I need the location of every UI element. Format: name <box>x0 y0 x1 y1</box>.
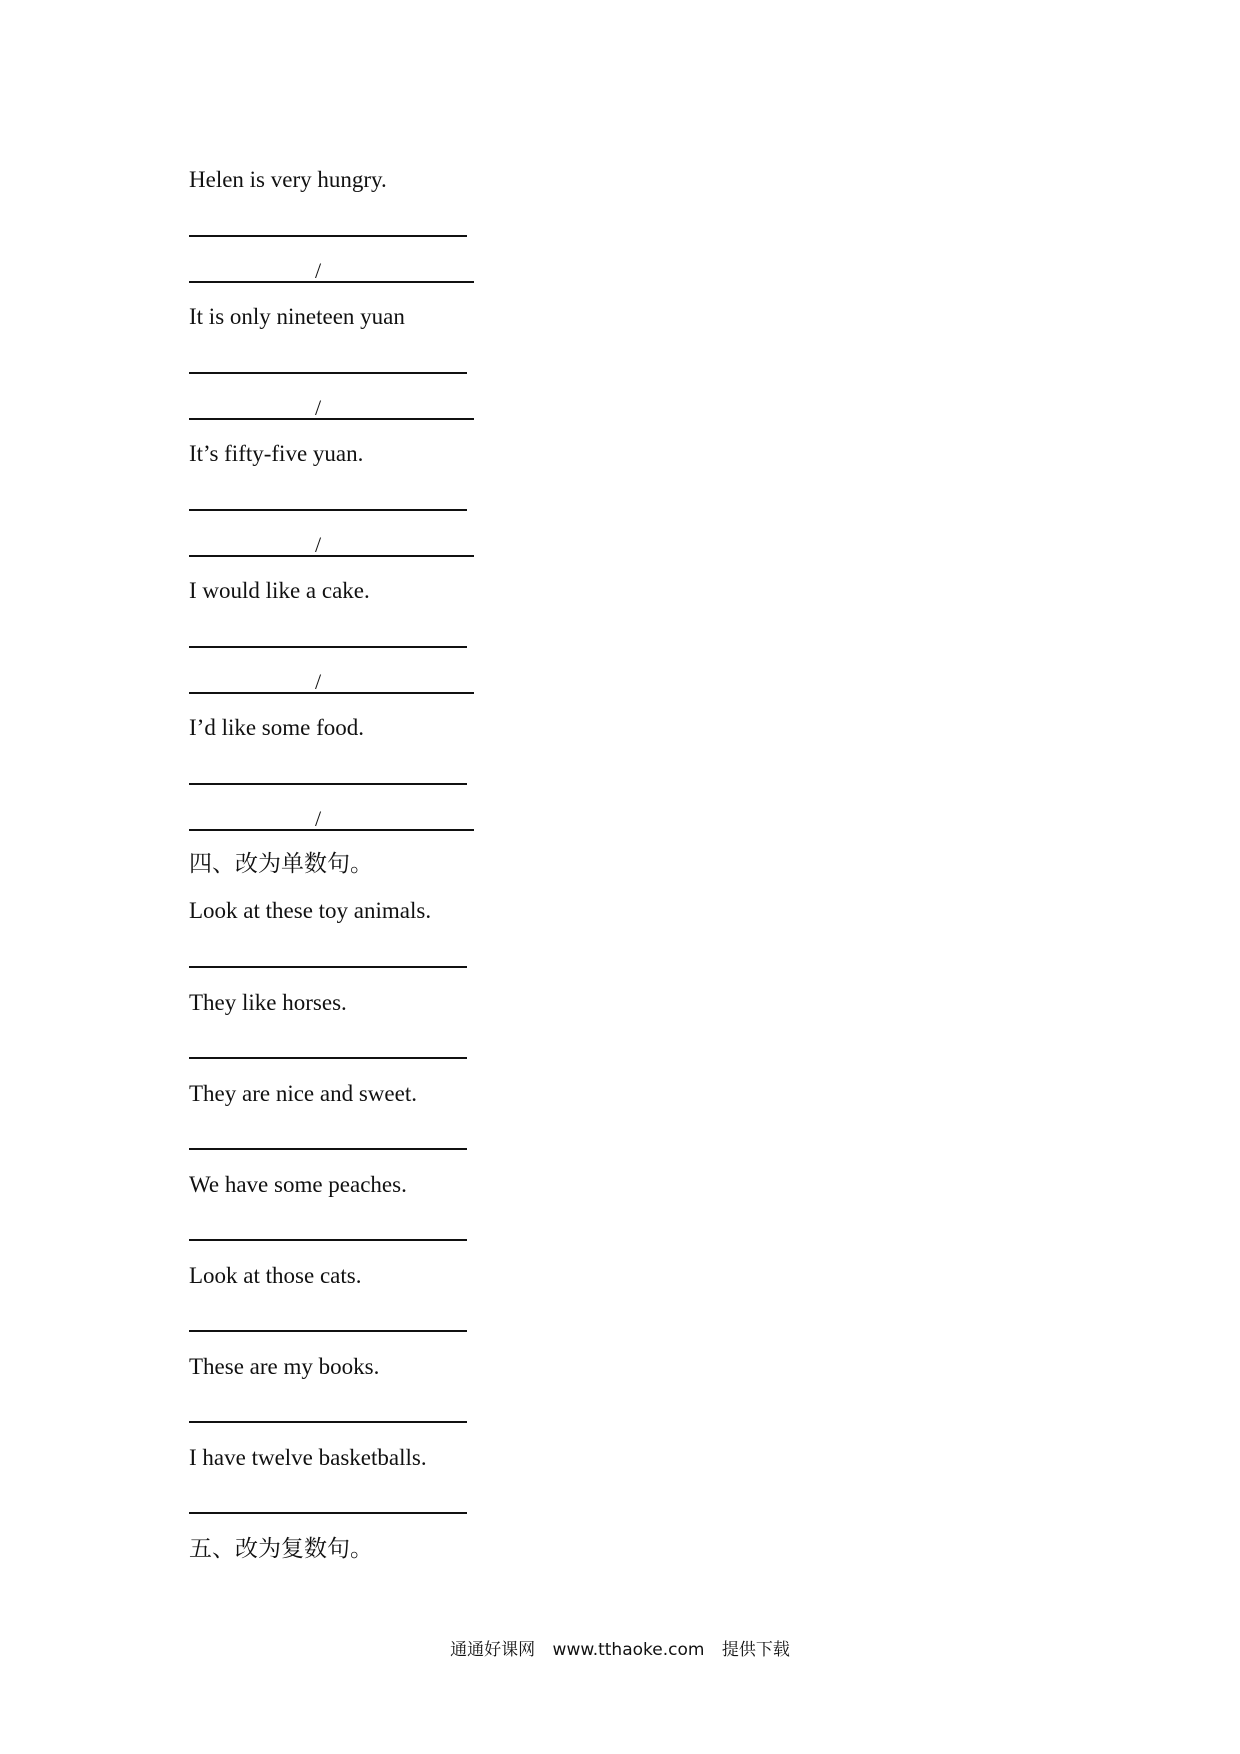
answer-blank[interactable] <box>189 1239 467 1241</box>
sentence-text: These are my books. <box>189 1354 380 1379</box>
sentence-text: It’s fifty-five yuan. <box>189 441 364 466</box>
footer-note: 提供下载 <box>721 1640 790 1660</box>
answer-blank-split[interactable] <box>189 829 474 831</box>
answer-blank[interactable] <box>189 1057 467 1059</box>
footer-site-name: 通通好课网 <box>450 1640 536 1660</box>
slash-mark: / <box>315 669 322 694</box>
answer-blank[interactable] <box>189 1512 467 1514</box>
slash-mark: / <box>315 395 322 420</box>
answer-blank[interactable] <box>189 1330 467 1332</box>
answer-blank-split[interactable] <box>189 281 474 283</box>
sentence-text: I’d like some food. <box>189 715 365 740</box>
sentence-text: They like horses. <box>189 990 347 1015</box>
answer-blank[interactable] <box>189 966 467 968</box>
answer-blank[interactable] <box>189 372 467 374</box>
slash-mark: / <box>315 806 322 831</box>
answer-blank[interactable] <box>189 783 467 785</box>
slash-mark: / <box>315 532 322 557</box>
answer-blank[interactable] <box>189 1148 467 1150</box>
answer-blank[interactable] <box>189 1421 467 1423</box>
section4-heading: 四、改为单数句。 <box>189 851 373 877</box>
slash-mark: / <box>315 258 322 283</box>
sentence-text: Helen is very hungry. <box>189 167 387 192</box>
answer-blank-split[interactable] <box>189 692 474 694</box>
answer-blank-split[interactable] <box>189 555 474 557</box>
answer-blank[interactable] <box>189 509 467 511</box>
section5-heading: 五、改为复数句。 <box>189 1536 373 1562</box>
sentence-text: Look at these toy animals. <box>189 898 432 923</box>
answer-blank[interactable] <box>189 235 467 237</box>
answer-blank-split[interactable] <box>189 418 474 420</box>
sentence-text: I have twelve basketballs. <box>189 1445 427 1470</box>
sentence-text: They are nice and sweet. <box>189 1081 417 1106</box>
sentence-text: I would like a cake. <box>189 578 370 603</box>
sentence-text: Look at those cats. <box>189 1263 362 1288</box>
footer-url[interactable]: www.tthaoke.com <box>552 1640 705 1660</box>
sentence-text: We have some peaches. <box>189 1172 407 1197</box>
sentence-text: It is only nineteen yuan <box>189 304 405 329</box>
answer-blank[interactable] <box>189 646 467 648</box>
page-footer <box>0 1639 1240 1661</box>
